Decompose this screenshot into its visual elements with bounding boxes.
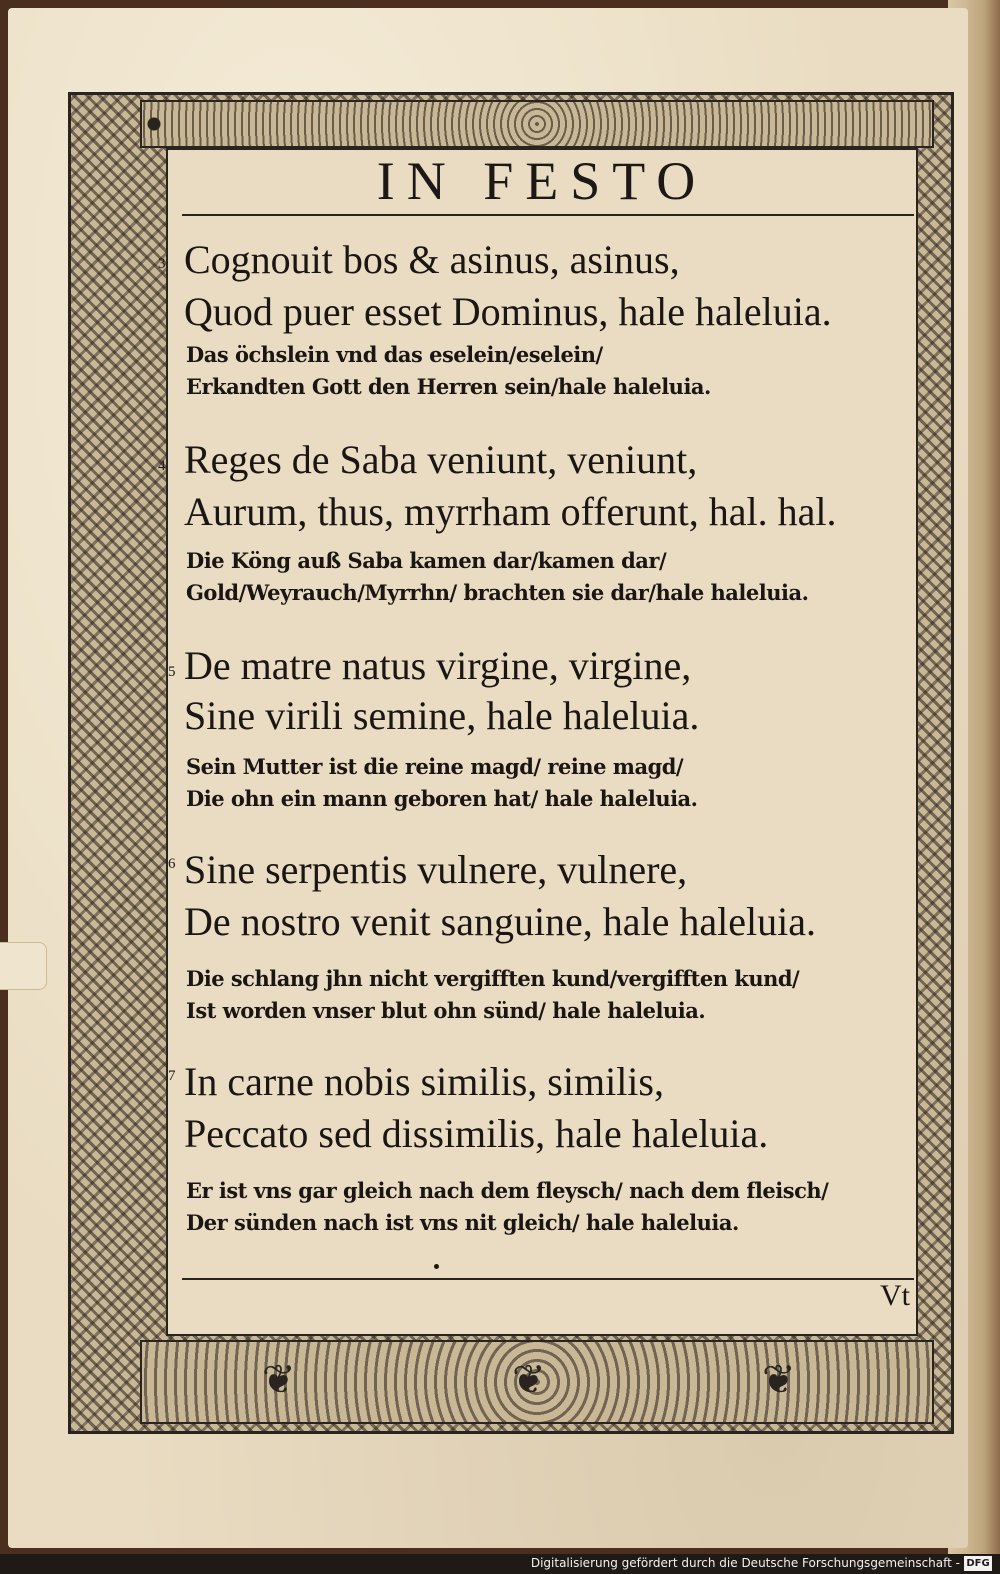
latin-line: In carne nobis similis, similis,: [184, 1059, 664, 1104]
german-line: Erkandten Gott den Herren sein/hale haleluia.: [186, 374, 711, 399]
german-line: Die schlang jhn nicht vergifften kund/vergifften kund/: [186, 966, 800, 991]
verse-number: 7: [168, 1068, 176, 1084]
verse-number: 4: [158, 458, 166, 474]
bird-ornament-icon: ❦: [762, 1357, 796, 1402]
ornamental-top-band: [140, 100, 934, 148]
german-line: Der sünden nach ist vns nit gleich/ hale haleluia.: [186, 1210, 739, 1235]
ink-dot: [434, 1264, 439, 1269]
verse-number: 6: [168, 856, 176, 872]
page-heading: IN FESTO: [376, 151, 708, 211]
margin-rule: [166, 152, 168, 1328]
dfg-logo: DFG: [964, 1556, 992, 1571]
german-line: Ist worden vnser blut ohn sünd/ hale haleluia.: [186, 998, 706, 1023]
latin-line: De matre natus virgine, virgine,: [184, 643, 692, 688]
german-line: Er ist vns gar gleich nach dem fleysch/ nach dem fleisch/: [186, 1178, 829, 1203]
latin-line: Aurum, thus, myrrham offerunt, hal. hal.: [184, 489, 837, 534]
latin-line: Sine virili semine, hale haleluia.: [184, 693, 700, 738]
german-line: Das öchslein vnd das eselein/eselein/: [186, 342, 603, 367]
latin-line: Cognouit bos & asinus, asinus,: [184, 237, 680, 282]
german-line: Gold/Weyrauch/Myrrhn/ brachten sie dar/hale haleluia.: [186, 580, 809, 605]
bird-ornament-icon: ❦: [262, 1357, 296, 1402]
catchword: Vt: [880, 1279, 910, 1312]
bird-ornament-icon: ❦: [512, 1357, 546, 1402]
german-line: Die ohn ein mann geboren hat/ hale haleluia.: [186, 786, 698, 811]
footer-credit: Digitalisierung gefördert durch die Deutsche Forschungsgemeinschaft -: [530, 1556, 960, 1570]
verse-number: 3: [158, 256, 166, 272]
german-line: Sein Mutter ist die reine magd/ reine magd/: [186, 754, 684, 779]
bookmark-tab: [0, 942, 47, 990]
latin-line: De nostro venit sanguine, hale haleluia.: [184, 899, 817, 944]
latin-line: Quod puer esset Dominus, hale haleluia.: [184, 289, 832, 334]
heading-rule: [182, 214, 914, 216]
ornamental-bottom-band: [140, 1340, 934, 1424]
bottom-rule: [182, 1278, 914, 1280]
verse-number: 5: [168, 664, 176, 680]
latin-line: Peccato sed dissimilis, hale haleluia.: [184, 1111, 769, 1156]
german-line: Die Köng auß Saba kamen dar/kamen dar/: [186, 548, 667, 573]
latin-line: Sine serpentis vulnere, vulnere,: [184, 847, 688, 892]
latin-line: Reges de Saba veniunt, veniunt,: [184, 437, 698, 482]
